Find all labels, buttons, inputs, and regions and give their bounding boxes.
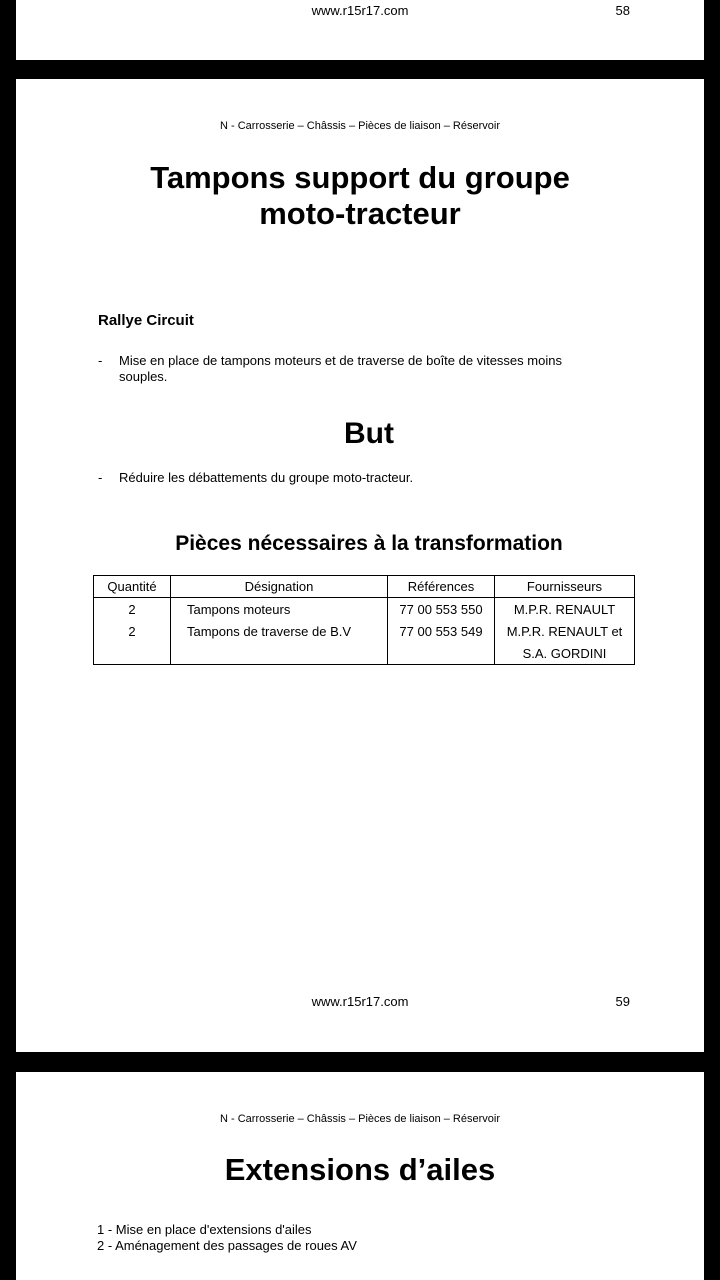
bullet-text: Mise en place de tampons moteurs et de traverse de boîte de vitesses moins souples.: [119, 353, 562, 384]
table-cell: Tampons de traverse de B.V: [171, 620, 388, 642]
list-item: 2 - Aménagement des passages de roues AV: [97, 1238, 357, 1253]
list-item: 1 - Mise en place d'extensions d'ailes: [97, 1222, 312, 1237]
table-cell: [388, 642, 495, 665]
table-cell: M.P.R. RENAULT et: [495, 620, 635, 642]
previous-page: [16, 0, 704, 60]
page-number: 59: [615, 994, 630, 1009]
page-footer-url: www.r15r17.com: [311, 3, 409, 18]
but-heading: But: [344, 417, 394, 450]
table-row: [94, 598, 635, 621]
next-page: [16, 1072, 704, 1280]
table-cell: 77 00 553 550: [388, 598, 495, 621]
table-cell: 2: [94, 598, 171, 621]
page-title-line2: moto-tracteur: [259, 196, 461, 231]
table-header-row: [94, 576, 635, 598]
running-head: N - Carrosserie – Châssis – Pièces de liaison – Réservoir: [220, 120, 500, 132]
header-cell: Références: [388, 576, 495, 598]
running-head: N - Carrosserie – Châssis – Pièces de liaison – Réservoir: [220, 1113, 500, 1125]
bullet-dash: -: [98, 470, 103, 485]
bullet-text: Réduire les débattements du groupe moto-tracteur.: [119, 470, 414, 485]
table-row: [94, 620, 635, 642]
table-cell: 77 00 553 549: [388, 620, 495, 642]
header-cell: Fournisseurs: [495, 576, 635, 598]
table-cell: [94, 642, 171, 665]
parts-heading: Pièces nécessaires à la transformation: [175, 532, 563, 555]
parts-table: [93, 575, 635, 665]
page-title: Extensions d’ailes: [224, 1152, 496, 1187]
table-cell: [171, 642, 388, 665]
page-title-line1: Tampons support du groupe: [150, 160, 570, 195]
section-heading: Rallye Circuit: [98, 312, 194, 329]
bullet-dash: -: [98, 353, 103, 368]
table-row: [94, 642, 635, 665]
table-cell: S.A. GORDINI: [495, 642, 635, 665]
table-cell: 2: [94, 620, 171, 642]
current-page: [16, 79, 704, 1052]
table-cell: Tampons moteurs: [171, 598, 388, 621]
header-cell: Désignation: [171, 576, 388, 598]
header-cell: Quantité: [94, 576, 171, 598]
page-footer-url: www.r15r17.com: [311, 994, 409, 1009]
table-cell: M.P.R. RENAULT: [495, 598, 635, 621]
page-number: 58: [615, 3, 630, 18]
